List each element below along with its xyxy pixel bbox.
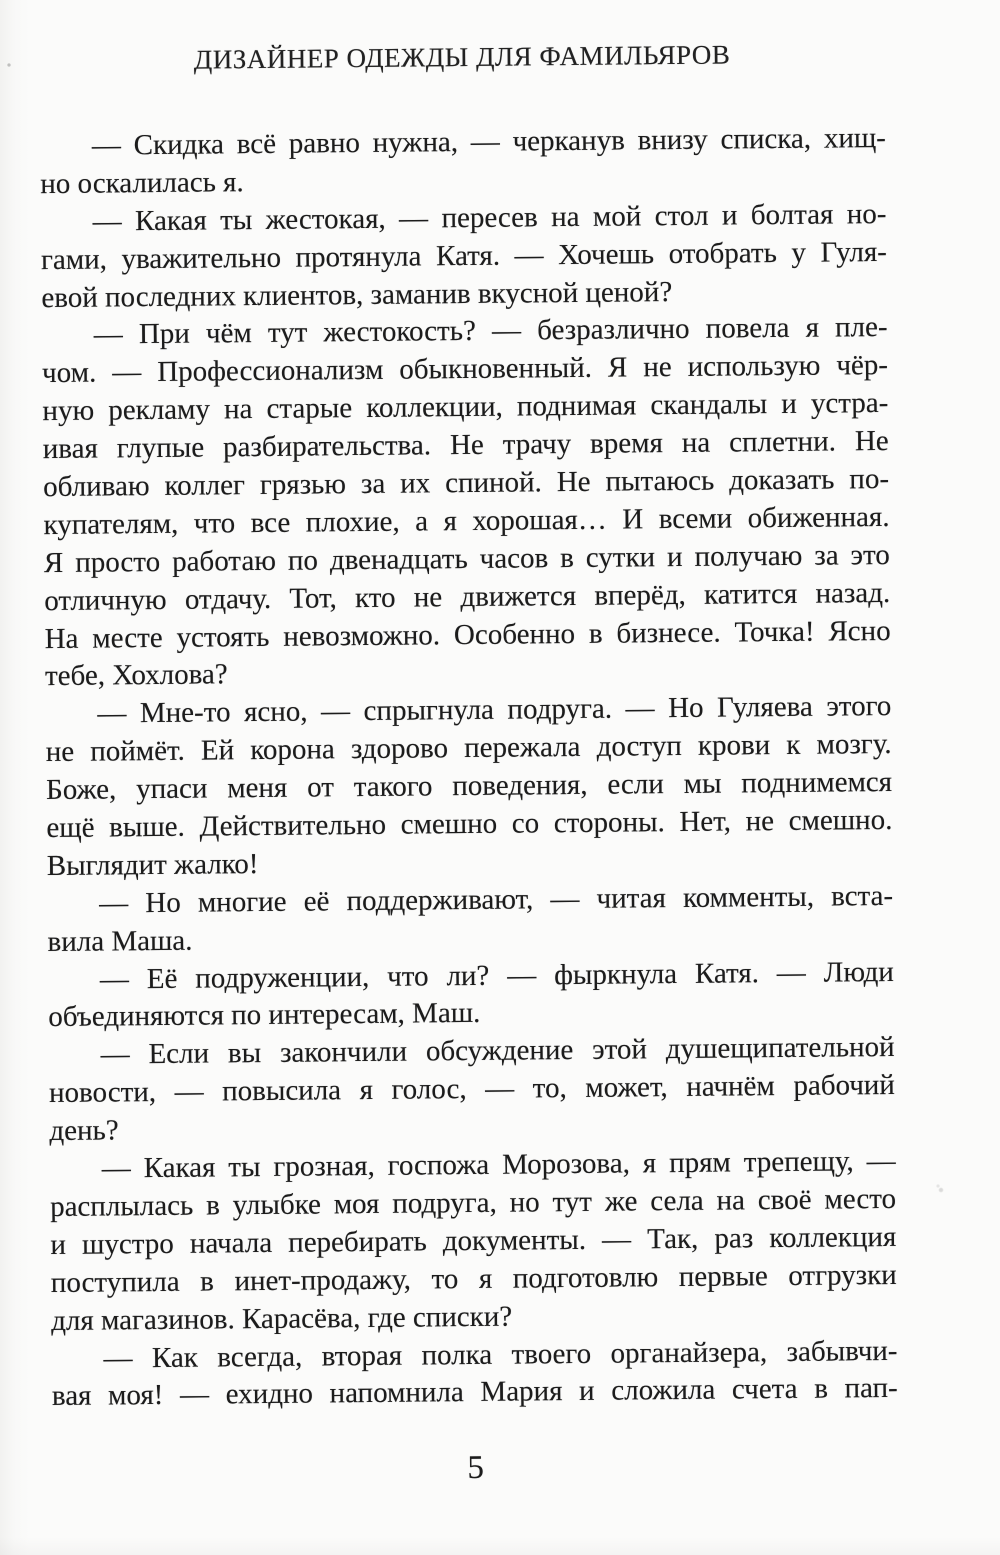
word: моя! <box>107 1379 164 1412</box>
word: Не <box>556 465 591 499</box>
word: ясно, <box>243 695 308 729</box>
word: и <box>721 199 738 232</box>
word: — <box>470 125 500 158</box>
word: Не <box>449 428 484 462</box>
word: На <box>44 622 79 655</box>
word: месте <box>92 621 163 655</box>
word: на <box>681 426 711 460</box>
text-line <box>47 878 893 924</box>
word: крови <box>697 729 771 763</box>
word: — <box>491 314 522 348</box>
word: доступ <box>596 730 682 764</box>
word: Морозова, <box>501 1147 631 1181</box>
word: отдачу. <box>184 582 272 616</box>
word: пап- <box>844 1372 898 1405</box>
word: и <box>578 1375 595 1408</box>
word: устра- <box>810 387 889 420</box>
word: обиженная. <box>747 500 890 535</box>
word: начнём <box>686 1070 775 1104</box>
word: смешно <box>400 807 498 841</box>
word: в <box>560 541 575 574</box>
word: коллекция <box>769 1220 897 1254</box>
text-line: тебе, Хохлова? <box>44 658 228 693</box>
word: вперёд, <box>594 578 686 612</box>
word: трепещу, <box>743 1145 854 1179</box>
word: рабочий <box>793 1069 896 1103</box>
text-line <box>41 234 887 280</box>
word: но- <box>846 197 887 231</box>
word: ещё <box>46 811 95 845</box>
word: ли? <box>446 959 490 992</box>
word: Как <box>151 1341 199 1374</box>
word: нужна, <box>372 126 459 159</box>
word: — <box>97 697 127 730</box>
word: Мария <box>480 1375 563 1409</box>
word: работаю <box>171 544 277 578</box>
word: не <box>643 351 672 384</box>
text-line: Выглядит жалко! <box>46 847 259 882</box>
word: тут <box>552 1185 593 1219</box>
word: пересев <box>441 201 538 235</box>
word: на <box>716 1184 746 1217</box>
word: Её <box>146 962 178 995</box>
word: Точка! <box>734 615 815 649</box>
word: тут <box>267 316 308 350</box>
word: чём <box>205 317 252 350</box>
word: и <box>666 540 683 573</box>
word: документы. <box>442 1223 587 1258</box>
word: Катя. <box>694 956 760 990</box>
word: пытаюсь <box>605 464 715 498</box>
word: же <box>604 1185 638 1218</box>
word: Особенно <box>453 617 576 651</box>
word: перебирать <box>288 1225 427 1259</box>
word: все <box>250 506 291 539</box>
word: Профессионализм <box>157 354 384 389</box>
word: Люди <box>823 955 895 989</box>
word: не <box>413 580 443 614</box>
word: это <box>850 538 890 572</box>
word: хищ- <box>823 121 887 155</box>
word: стол <box>654 199 709 232</box>
word: пережала <box>464 731 581 765</box>
word: поймёт. <box>90 734 185 768</box>
word: я <box>359 1074 374 1107</box>
word: её <box>303 885 330 918</box>
word: первые <box>678 1259 768 1293</box>
word: по <box>287 544 319 577</box>
word: прям <box>668 1146 731 1180</box>
word: повела <box>705 312 790 346</box>
word: — <box>625 692 655 725</box>
word: поведения, <box>452 769 588 803</box>
word: Катя. <box>435 239 501 272</box>
word: — <box>507 958 537 992</box>
word: меня <box>227 771 288 805</box>
text-line: день? <box>49 1114 119 1148</box>
paragraph <box>51 1332 898 1416</box>
word: получаю <box>694 539 803 573</box>
word: но <box>509 1186 540 1219</box>
word: Так, <box>646 1222 699 1256</box>
word: обливаю <box>43 470 150 504</box>
word: Гуля- <box>820 235 888 269</box>
word: душещипательной <box>665 1031 895 1066</box>
word: в <box>205 1189 220 1222</box>
word: органайзера, <box>610 1335 768 1370</box>
word: Я <box>607 351 628 384</box>
word: ты <box>219 203 253 237</box>
word: место <box>824 1182 897 1216</box>
word: упаси <box>135 772 208 806</box>
word: уважительно <box>121 241 282 275</box>
word: устоять <box>176 620 270 654</box>
word: госпожа <box>387 1148 490 1182</box>
word: за <box>814 539 839 572</box>
word: со <box>511 807 540 840</box>
word: равно <box>288 127 361 160</box>
word: многие <box>197 885 287 919</box>
word: Ясно <box>828 614 891 648</box>
word: ную <box>42 394 95 428</box>
word: сутки <box>585 541 656 574</box>
word: — <box>99 962 130 996</box>
word: обсуждение <box>425 1034 574 1068</box>
word: — <box>776 956 806 989</box>
word: Но <box>667 692 704 725</box>
word: я <box>443 505 458 538</box>
word: выше. <box>109 810 185 844</box>
word: вая <box>51 1380 92 1413</box>
word: всё <box>236 127 277 161</box>
word: а <box>415 505 429 538</box>
word: — <box>485 1072 515 1106</box>
word: вста- <box>831 879 894 913</box>
word: ты <box>228 1151 261 1184</box>
paragraph <box>48 954 895 1038</box>
word: списка, <box>720 122 812 156</box>
word: если <box>607 768 664 801</box>
word: фыркнула <box>553 957 678 991</box>
word: корона <box>250 733 335 767</box>
word: в <box>588 617 603 650</box>
word: доказать <box>728 463 835 497</box>
word: мы <box>683 767 722 801</box>
page-number: 5 <box>467 1449 485 1487</box>
word: я <box>478 1262 493 1295</box>
word: подготовлю <box>512 1260 659 1295</box>
word: глупые <box>116 431 205 465</box>
word: закончили <box>279 1035 408 1070</box>
word: — <box>92 205 122 238</box>
paragraph <box>45 688 893 886</box>
word: коллег <box>164 469 246 502</box>
word: голос, <box>391 1073 467 1107</box>
word: отгрузки <box>788 1258 897 1292</box>
word: начала <box>189 1226 273 1260</box>
word: чёр- <box>836 349 889 382</box>
word: хорошая… <box>472 503 607 537</box>
word: Какая <box>134 204 207 237</box>
paragraph <box>42 309 892 696</box>
text-line <box>40 120 886 166</box>
word: — <box>103 1341 133 1375</box>
word: то <box>431 1262 459 1296</box>
word: кто <box>354 581 396 614</box>
word: — <box>112 356 142 389</box>
word: в <box>200 1265 215 1298</box>
word: жестокая, <box>265 202 386 236</box>
word: трачу <box>502 428 572 461</box>
paragraph <box>40 196 887 318</box>
word: такого <box>353 770 433 804</box>
word: — <box>100 1038 130 1071</box>
text-line: объединяются по интересам, Маш. <box>48 997 481 1034</box>
word: рекламу <box>108 393 211 427</box>
word: пле- <box>834 311 888 344</box>
word: подруженции, <box>195 960 370 995</box>
word: обыкновенный. <box>399 352 593 386</box>
word: скандалы <box>650 388 768 422</box>
paragraph <box>50 1143 898 1341</box>
word: всегда, <box>217 1340 303 1373</box>
word: комменты, <box>682 880 815 914</box>
word: — <box>93 318 123 352</box>
word: — <box>866 1144 896 1178</box>
word: — <box>550 882 580 916</box>
word: двенадцать <box>329 542 468 577</box>
word: своё <box>757 1183 812 1217</box>
word: улыбке <box>232 1188 322 1222</box>
word: невозможно. <box>283 618 441 653</box>
text-line <box>44 613 890 659</box>
word: поступила <box>50 1265 180 1299</box>
word: от <box>306 771 335 804</box>
word: Боже, <box>45 773 117 807</box>
word: Если <box>148 1037 210 1071</box>
word: мозгу. <box>816 728 892 761</box>
word: что <box>387 959 429 993</box>
word: подруга, <box>392 1186 497 1220</box>
word: за <box>360 467 386 501</box>
word: не <box>745 805 775 838</box>
text-line: для магазинов. Карасёва, где списки? <box>51 1300 513 1337</box>
word: грязью <box>259 468 347 502</box>
word: по- <box>849 462 890 496</box>
word: отобрать <box>668 236 777 270</box>
word: в <box>814 1372 829 1406</box>
word: гами, <box>40 243 108 276</box>
word: При <box>138 318 190 351</box>
word: болтая <box>750 198 834 232</box>
word: И <box>622 503 644 536</box>
word: — <box>101 1152 131 1185</box>
word: — <box>99 887 129 920</box>
word: этой <box>592 1033 648 1067</box>
word: Но <box>145 886 181 919</box>
body-text <box>40 120 898 1416</box>
word: шустро <box>81 1227 174 1261</box>
word: то, <box>532 1072 567 1105</box>
word: полка <box>421 1338 493 1371</box>
word: разбирательства. <box>222 429 432 464</box>
word: Мне-то <box>139 696 231 730</box>
running-header: ДИЗАЙНЕР ОДЕЖДЫ ДЛЯ ФАМИЛЬЯРОВ <box>193 39 731 75</box>
word: внизу <box>637 123 708 157</box>
word: ехидно <box>225 1377 314 1411</box>
word: спиной. <box>444 466 542 500</box>
word: твоего <box>511 1337 592 1371</box>
word: новости, <box>48 1076 157 1110</box>
word: к <box>786 729 801 762</box>
word: напомнила <box>329 1376 464 1410</box>
word: Ей <box>200 734 235 767</box>
word: — <box>320 695 351 728</box>
word: не <box>45 736 75 769</box>
word: я <box>642 1147 657 1180</box>
word: сплетни. <box>729 425 837 459</box>
word: Я <box>43 546 64 579</box>
word: — <box>91 129 122 162</box>
word: безразлично <box>536 313 690 347</box>
word: плохие, <box>305 505 400 539</box>
word: инет-продажу, <box>234 1263 412 1297</box>
page-content <box>39 0 900 1555</box>
paragraph <box>47 878 894 962</box>
word: — <box>174 1075 204 1109</box>
word: Тот, <box>289 581 337 615</box>
word: повысила <box>222 1074 342 1108</box>
word: поддерживают, <box>346 883 534 917</box>
word: протянула <box>295 240 422 274</box>
word: их <box>400 467 431 500</box>
word: я <box>805 312 820 345</box>
word: забывчи- <box>786 1334 898 1368</box>
word: этого <box>826 690 892 723</box>
word: здорово <box>350 732 449 766</box>
word: смешно. <box>788 803 893 837</box>
word: время <box>589 427 664 460</box>
word: раз <box>714 1222 754 1255</box>
word: — <box>179 1378 210 1412</box>
word: коллекции, <box>366 390 503 425</box>
word: Действительно <box>199 808 387 843</box>
word: Скидка <box>133 128 225 162</box>
word: на <box>223 393 253 426</box>
word: назад. <box>815 576 891 610</box>
word: движется <box>460 579 577 613</box>
word: и <box>50 1228 67 1261</box>
word: купателям, <box>43 507 179 541</box>
word: на <box>551 200 580 233</box>
word: Гуляева <box>716 691 814 724</box>
word: — <box>601 1223 632 1256</box>
text-line: вила Маша. <box>47 924 193 958</box>
word: что <box>193 507 236 540</box>
word: сложила <box>611 1374 716 1408</box>
word: вы <box>227 1037 262 1070</box>
word: села <box>650 1184 704 1218</box>
word: Не <box>854 425 889 458</box>
word: бизнесе. <box>616 616 721 650</box>
word: и <box>781 388 797 421</box>
word: поднимая <box>516 389 637 423</box>
word: отличную <box>44 583 167 617</box>
word: вторая <box>321 1339 403 1372</box>
word: Нет, <box>679 805 732 839</box>
word: грозная, <box>273 1149 375 1183</box>
word: расплылась <box>49 1189 194 1223</box>
word: Хочешь <box>558 237 655 271</box>
word: использую <box>687 349 821 384</box>
text-line: но оскалилась я. <box>40 166 244 200</box>
word: ивая <box>42 432 99 466</box>
word: — <box>514 238 544 272</box>
text-line: евой последних клиентов, заманив вкусной ценой? <box>41 275 673 314</box>
paragraph <box>48 1029 895 1151</box>
word: спрыгнула <box>363 694 495 728</box>
word: чом. <box>41 356 97 390</box>
word: читая <box>596 881 667 915</box>
word: поднимемся <box>741 766 893 800</box>
word: часов <box>479 542 549 575</box>
word: жестокость? <box>323 315 477 349</box>
word: катится <box>703 577 798 611</box>
text-line <box>46 802 892 848</box>
word: счета <box>731 1373 798 1406</box>
word: — <box>398 202 429 235</box>
word: всеми <box>658 502 733 536</box>
word: старые <box>266 392 353 426</box>
word: может, <box>585 1071 668 1105</box>
word: мой <box>592 200 642 233</box>
paragraph <box>40 120 887 204</box>
word: у <box>791 236 807 269</box>
word: моя <box>333 1187 380 1221</box>
word: подруга. <box>507 692 613 726</box>
word: Какая <box>143 1151 216 1185</box>
text-line <box>49 1067 895 1113</box>
word: стороны. <box>553 806 665 840</box>
word: просто <box>75 545 161 579</box>
word: черканув <box>512 124 625 158</box>
